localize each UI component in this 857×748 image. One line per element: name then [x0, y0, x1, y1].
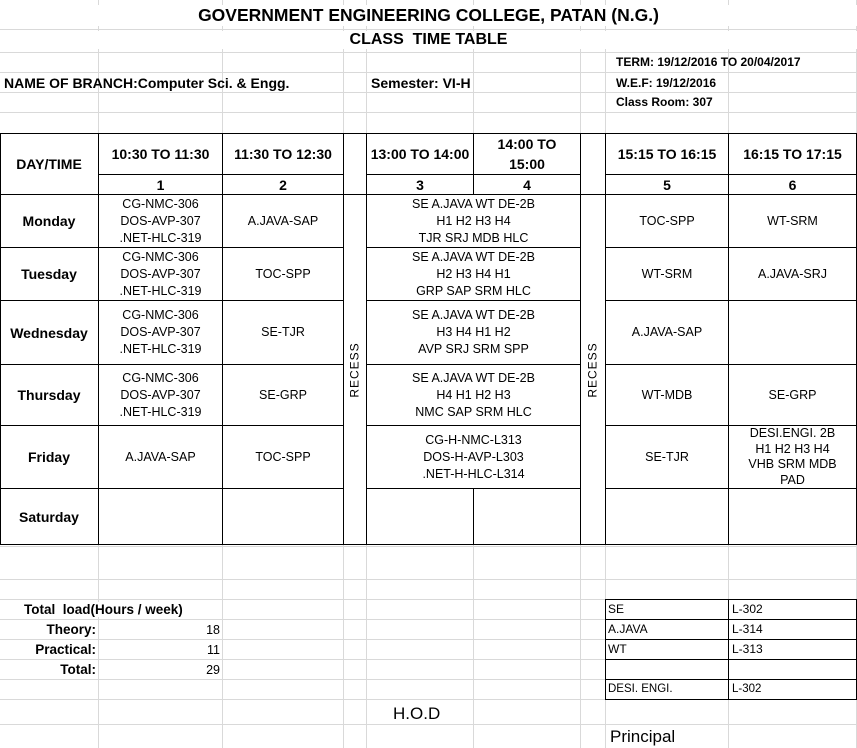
header-slot-2: 11:30 TO 12:30	[223, 134, 343, 174]
cell-thursday-2: SE-GRP	[223, 365, 343, 425]
lab-subject-ajava: A.JAVA	[608, 622, 648, 636]
total-label: Total:	[60, 662, 96, 677]
recess-column-1: RECESS	[348, 341, 363, 398]
cell-friday-6: DESI.ENGI. 2B H1 H2 H3 H4 VHB SRM MDB PAD	[729, 426, 856, 488]
period-number-6: 6	[729, 175, 856, 194]
period-number-1: 1	[99, 175, 222, 194]
timetable-title: CLASS TIME TABLE	[0, 31, 857, 49]
theory-label: Theory:	[46, 622, 96, 637]
header-slot-5: 15:15 TO 16:15	[606, 134, 728, 174]
practical-hours: 11	[207, 643, 220, 657]
cell-friday-5: SE-TJR	[606, 426, 728, 488]
cell-wednesday-1: CG-NMC-306 DOS-AVP-307 .NET-HLC-319	[99, 301, 222, 364]
cell-monday-5: TOC-SPP	[606, 195, 728, 247]
cell-thursday-5: WT-MDB	[606, 365, 728, 425]
cell-tuesday-6: A.JAVA-SRJ	[729, 248, 856, 300]
lab-room-desi-engi: L-302	[732, 683, 762, 695]
cell-thursday-1: CG-NMC-306 DOS-AVP-307 .NET-HLC-319	[99, 365, 222, 425]
lab-subject-wt: WT	[608, 642, 627, 656]
term-label: TERM: 19/12/2016 TO 20/04/2017	[616, 55, 801, 69]
cell-monday-3-4: SE A.JAVA WT DE-2B H1 H2 H3 H4 TJR SRJ MDB HLC	[367, 195, 580, 247]
recess-column-2: RECESS	[586, 341, 601, 398]
wef-label: W.E.F: 19/12/2016	[616, 76, 717, 90]
classroom-label: Class Room: 307	[616, 95, 713, 109]
cell-tuesday-2: TOC-SPP	[223, 248, 343, 300]
lab-room-ajava: L-314	[732, 622, 763, 636]
cell-monday-1: CG-NMC-306 DOS-AVP-307 .NET-HLC-319	[99, 195, 222, 247]
day-monday: Monday	[0, 195, 98, 247]
total-load-title: Total load(Hours / week)	[24, 602, 183, 617]
period-number-2: 2	[223, 175, 343, 194]
header-slot-3: 13:00 TO 14:00	[367, 134, 473, 174]
header-slot-1: 10:30 TO 11:30	[99, 134, 222, 174]
cell-friday-2: TOC-SPP	[223, 426, 343, 488]
header-daytime: DAY/TIME	[0, 134, 98, 194]
cell-tuesday-5: WT-SRM	[606, 248, 728, 300]
college-title: GOVERNMENT ENGINEERING COLLEGE, PATAN (N.G.)	[0, 5, 857, 26]
semester-label: Semester: VI-H	[371, 75, 471, 91]
cell-thursday-3-4: SE A.JAVA WT DE-2B H4 H1 H2 H3 NMC SAP SRM HLC	[367, 365, 580, 425]
cell-friday-3-4: CG-H-NMC-L313 DOS-H-AVP-L303 .NET-H-HLC-L314	[367, 426, 580, 488]
header-slot-6: 16:15 TO 17:15	[729, 134, 856, 174]
branch-label: NAME OF BRANCH:Computer Sci. & Engg.	[4, 75, 290, 91]
cell-friday-1: A.JAVA-SAP	[99, 426, 222, 488]
day-thursday: Thursday	[0, 365, 98, 425]
day-wednesday: Wednesday	[0, 301, 98, 364]
theory-hours: 18	[206, 623, 220, 637]
principal-signature-label: Principal	[610, 727, 676, 746]
lab-subject-se: SE	[608, 602, 625, 616]
cell-thursday-6: SE-GRP	[729, 365, 856, 425]
cell-tuesday-1: CG-NMC-306 DOS-AVP-307 .NET-HLC-319	[99, 248, 222, 300]
lab-room-se: L-302	[732, 602, 763, 616]
practical-label: Practical:	[35, 642, 96, 657]
cell-wednesday-3-4: SE A.JAVA WT DE-2B H3 H4 H1 H2 AVP SRJ SRM SPP	[367, 301, 580, 364]
period-number-3: 3	[367, 175, 473, 194]
hod-signature-label: H.O.D	[393, 704, 441, 723]
day-friday: Friday	[0, 426, 98, 488]
period-number-4: 4	[474, 175, 580, 194]
day-saturday: Saturday	[0, 489, 98, 544]
lab-room-wt: L-313	[732, 642, 763, 656]
period-number-5: 5	[606, 175, 728, 194]
lab-subject-desi-engi: DESI. ENGI.	[608, 683, 673, 695]
day-tuesday: Tuesday	[0, 248, 98, 300]
cell-wednesday-2: SE-TJR	[223, 301, 343, 364]
cell-monday-6: WT-SRM	[729, 195, 856, 247]
cell-tuesday-3-4: SE A.JAVA WT DE-2B H2 H3 H4 H1 GRP SAP SRM HLC	[367, 248, 580, 300]
cell-monday-2: A.JAVA-SAP	[223, 195, 343, 247]
cell-wednesday-5: A.JAVA-SAP	[606, 301, 728, 364]
header-slot-4: 14:00 TO 15:00	[474, 134, 580, 174]
lab-table	[605, 599, 857, 700]
total-hours: 29	[206, 663, 220, 677]
